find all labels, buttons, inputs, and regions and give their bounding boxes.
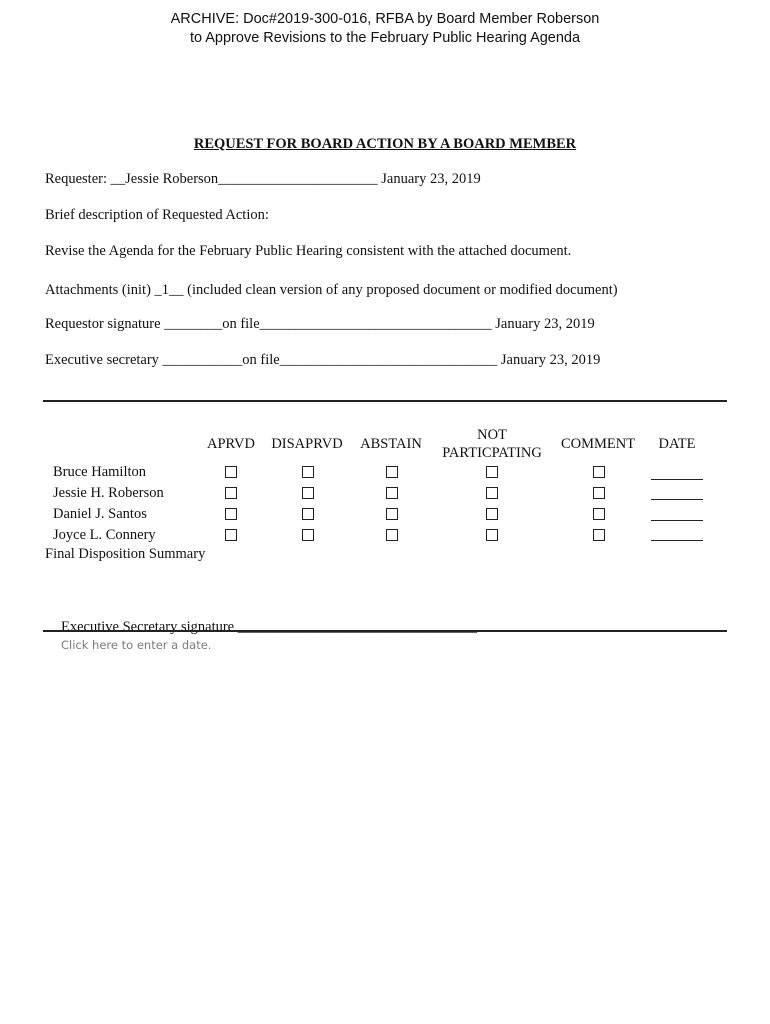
not-participating-checkbox[interactable] (486, 508, 498, 520)
not-participating-checkbox[interactable] (486, 487, 498, 499)
col-header-not-participating-line-2: PARTICPATING (442, 445, 542, 461)
not-participating-checkbox[interactable] (486, 466, 498, 478)
col-header-aprvd: APRVD (207, 436, 255, 452)
date-field[interactable] (651, 520, 703, 521)
date-field[interactable] (651, 479, 703, 480)
abstain-checkbox[interactable] (386, 466, 398, 478)
member-name: Bruce Hamilton (53, 464, 147, 480)
archive-header-line-1: ARCHIVE: Doc#2019-300-016, RFBA by Board Member Roberson (170, 11, 600, 27)
member-name: Joyce L. Connery (53, 527, 156, 543)
attachments-line: Attachments (init) _1__ (included clean version of any proposed document or modified document) (45, 282, 618, 298)
aprvd-checkbox[interactable] (225, 487, 237, 499)
disaprvd-checkbox[interactable] (302, 508, 314, 520)
col-header-disaprvd: DISAPRVD (271, 436, 343, 452)
executive-secretary-line: Executive secretary ___________on file______________________________ January 23, 2019 (45, 352, 601, 368)
archive-header (0, 10, 770, 48)
brief-description-label: Brief description of Requested Action: (45, 207, 269, 223)
section-divider-top (43, 400, 727, 402)
executive-secretary-signature-label: Executive Secretary signature _________________________________ (61, 619, 477, 635)
disaprvd-checkbox[interactable] (302, 466, 314, 478)
section-divider-bottom (43, 630, 727, 632)
aprvd-checkbox[interactable] (225, 508, 237, 520)
disaprvd-checkbox[interactable] (302, 529, 314, 541)
comment-checkbox[interactable] (593, 508, 605, 520)
requested-action-text: Revise the Agenda for the February Public Hearing consistent with the attached document. (45, 243, 572, 259)
abstain-checkbox[interactable] (386, 529, 398, 541)
col-header-not-participating (432, 426, 552, 462)
archive-header-line-2: to Approve Revisions to the February Public Hearing Agenda (189, 30, 581, 46)
date-field[interactable] (651, 499, 703, 500)
member-name: Daniel J. Santos (53, 506, 147, 522)
disaprvd-checkbox[interactable] (302, 487, 314, 499)
col-header-not-participating-line-1: NOT (477, 427, 507, 443)
requester-line: Requester: __Jessie Roberson______________________ January 23, 2019 (45, 171, 481, 187)
date-picker-field[interactable]: Click here to enter a date. (61, 638, 212, 652)
not-participating-checkbox[interactable] (486, 529, 498, 541)
aprvd-checkbox[interactable] (225, 529, 237, 541)
form-title: REQUEST FOR BOARD ACTION BY A BOARD MEMBER (193, 136, 577, 152)
date-field[interactable] (651, 540, 703, 541)
comment-checkbox[interactable] (593, 529, 605, 541)
executive-secretary-signature-row (45, 600, 477, 672)
col-header-comment: COMMENT (560, 436, 636, 452)
col-header-date: DATE (658, 436, 696, 452)
member-name: Jessie H. Roberson (53, 485, 164, 501)
abstain-checkbox[interactable] (386, 508, 398, 520)
abstain-checkbox[interactable] (386, 487, 398, 499)
comment-checkbox[interactable] (593, 466, 605, 478)
aprvd-checkbox[interactable] (225, 466, 237, 478)
comment-checkbox[interactable] (593, 487, 605, 499)
col-header-abstain: ABSTAIN (360, 436, 422, 452)
requestor-signature-line: Requestor signature ________on file________________________________ January 23, 2019 (45, 316, 595, 332)
final-disposition-summary-label: Final Disposition Summary (45, 546, 206, 562)
